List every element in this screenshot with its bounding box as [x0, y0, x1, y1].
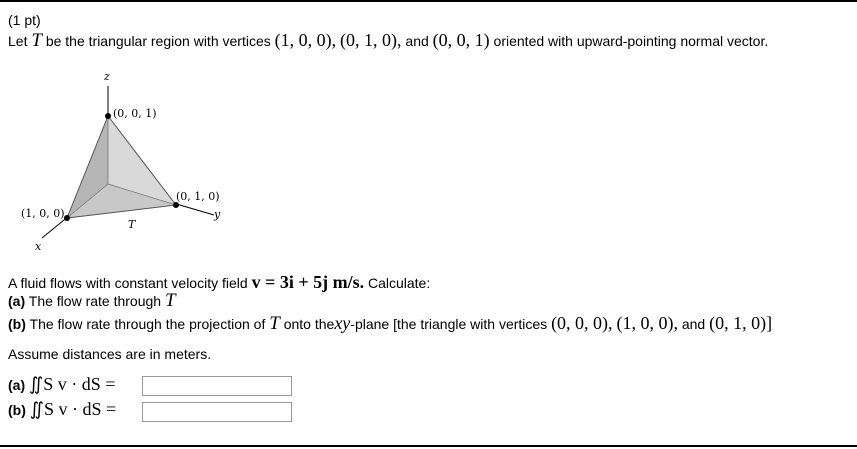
- vertex-dot-z: [105, 113, 111, 119]
- fluid-pre: A fluid flows with constant velocity field: [8, 275, 248, 291]
- problem-intro: [8, 31, 768, 50]
- answer-b-input[interactable]: [142, 402, 292, 422]
- velocity-equation: v = 3i + 5j m/s.: [251, 272, 365, 292]
- part-b-region: T: [269, 313, 280, 334]
- answer-b-label: [8, 400, 116, 419]
- intro-and: and: [405, 33, 429, 49]
- axis-label-y: y: [214, 208, 221, 221]
- part-b-plane: xy: [334, 313, 351, 333]
- vertex-2: (0, 1, 0),: [340, 30, 402, 50]
- axis-label-x: x: [35, 240, 42, 253]
- bottom-rule: [0, 445, 857, 447]
- vertex-1: (1, 0, 0),: [274, 30, 337, 50]
- answer-b-tag: (b): [8, 402, 26, 418]
- vertex-dot-x: [64, 215, 70, 221]
- part-b-tag: (b): [8, 316, 26, 332]
- points-label: (1 pt): [8, 12, 41, 28]
- answer-a-integral: ∬S v · dS =: [29, 374, 116, 394]
- part-a-question: [8, 292, 176, 310]
- part-a-text: The flow rate through: [28, 293, 162, 309]
- part-b-vertex-3: (0, 1, 0)]: [709, 313, 773, 333]
- answer-a-label: [8, 375, 115, 394]
- part-a-tag: (a): [8, 293, 26, 309]
- point-label-001: (0, 0, 1): [113, 107, 157, 120]
- vertex-3: (0, 0, 1): [432, 30, 490, 50]
- point-label-010: (0, 1, 0): [176, 190, 220, 203]
- part-b-text1: The flow rate through the projection of: [29, 316, 266, 332]
- intro-end: oriented with upward-pointing normal vector.: [493, 33, 769, 49]
- part-b-and: and: [681, 316, 706, 332]
- point-label-100: (1, 0, 0): [21, 207, 65, 220]
- answer-a-tag: (a): [8, 377, 26, 393]
- answer-b-integral: ∬S v · dS =: [29, 399, 117, 419]
- fluid-statement: [8, 273, 430, 292]
- part-b-vertex-1: (0, 0, 0),: [551, 313, 613, 333]
- assumption-note: Assume distances are in meters.: [8, 346, 212, 362]
- part-a-region: T: [164, 290, 176, 311]
- part-b-vertex-2: (1, 0, 0),: [616, 313, 678, 333]
- fluid-post: Calculate:: [367, 275, 431, 291]
- part-b-text3: -plane [the triangle with vertices: [350, 316, 548, 332]
- intro-let: Let: [8, 33, 28, 49]
- region-label-T: T: [128, 218, 136, 231]
- part-b-text2: onto the: [283, 316, 335, 332]
- triangle-figure: [0, 60, 260, 260]
- answer-a-input[interactable]: [142, 376, 292, 396]
- top-rule: [0, 0, 857, 2]
- region-symbol: T: [31, 30, 42, 51]
- part-b-question: [8, 314, 772, 333]
- intro-mid: be the triangular region with vertices: [45, 33, 271, 49]
- axis-label-z: z: [104, 70, 110, 83]
